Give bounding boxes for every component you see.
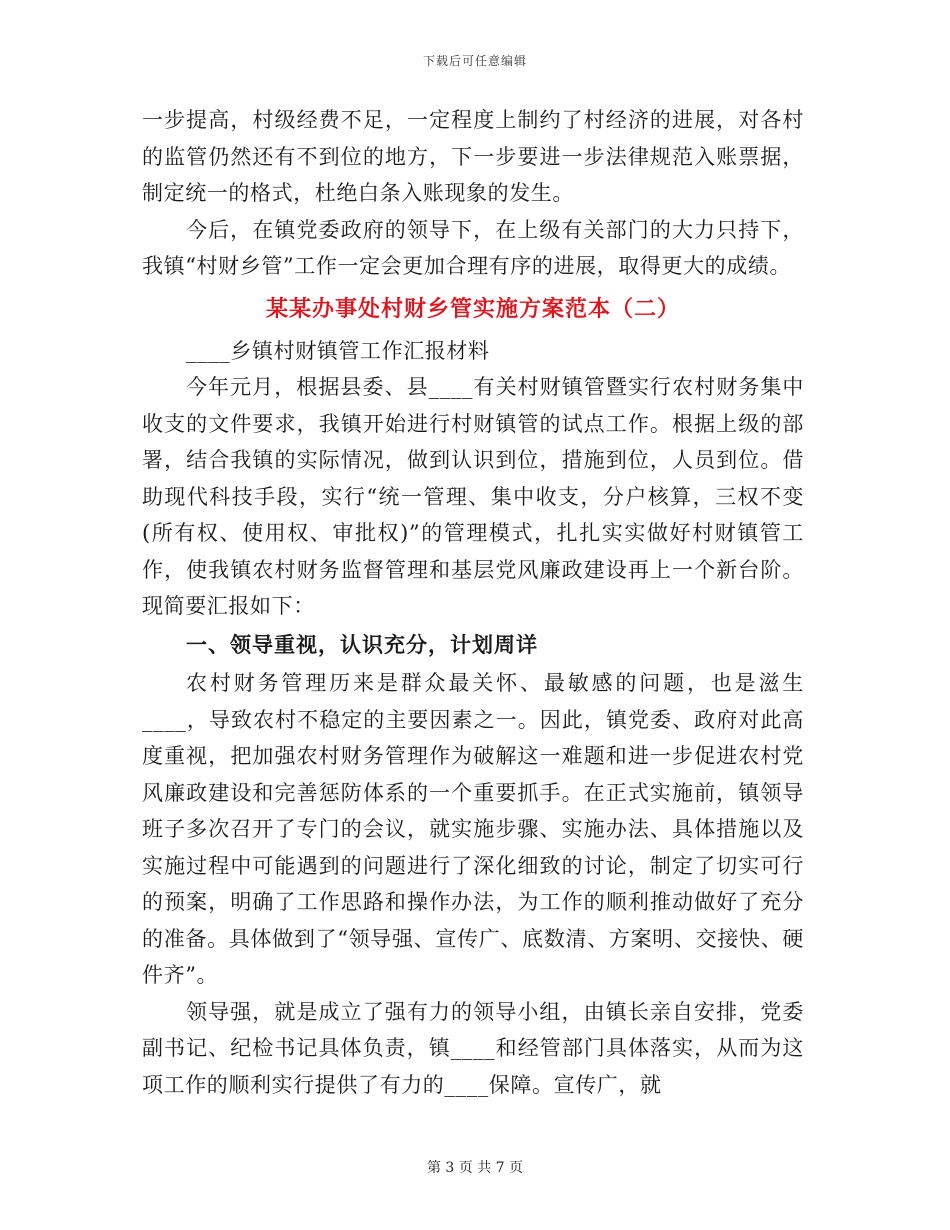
paragraph-intro: 今年元月，根据县委、县____有关村财镇管暨实行农村财务集中收支的文件要求，我镇开始进行村财镇管的试点工作。根据上级的部署，结合我镇的实际情况，做到认识到位，措施到位，人员到位。借助现代科技手段，实行“统一管理、集中收支，分户核算，三权不变(所有权、使用权、审批权)”的管理模式，扎扎实实做好村财镇管工作，使我镇农村财务监督管理和基层党风廉政建设再上一个新台阶。现简要汇报如下： [142, 375, 804, 618]
report-subtitle: ____乡镇村财镇管工作汇报材料 [186, 338, 490, 363]
paragraph-outlook: 今后，在镇党委政府的领导下，在上级有关部门的大力只持下，我镇“村财乡管”工作一定会更加合理有序的进展，取得更大的成绩。 [142, 217, 804, 278]
section-title: 某某办事处村财乡管实施方案范本（二） [265, 295, 680, 322]
paragraph-continuation: 一步提高，村级经费不足，一定程度上制约了村经济的进展，对各村的监管仍然还有不到位的地方，下一步要进一步法律规范入账票据，制定统一的格式，杜绝白条入账现象的发生。 [142, 108, 804, 205]
page-header-note: 下载后可任意编辑 [422, 54, 527, 68]
paragraph-strong-leadership: 领导强，就是成立了强有力的领导小组，由镇长亲自安排，党委副书记、纪检书记具体负责，镇____和经管部门具体落实，从而为这项工作的顺利实行提供了有力的____保障。宣传广，就 [142, 999, 804, 1097]
document-body [142, 102, 804, 1103]
paragraph-leadership: 农村财务管理历来是群众最关怀、最敏感的问题，也是滋生____，导致农村不稳定的主要因素之一。因此，镇党委、政府对此高度重视，把加强农村财务管理作为破解这一难题和进一步促进农村党风廉政建设和完善惩防体系的一个重要抓手。在正式实施前，镇领导班子多次召开了专门的会议，就实施步骤、实施办法、具体措施以及实施过程中可能遇到的问题进行了深化细致的讨论，制定了切实可行的预案，明确了工作思路和操作办法，为工作的顺利推动做好了充分的准备。具体做到了“领导强、宣传广、底数清、方案明、交接快、硬件齐”。 [142, 671, 804, 987]
section-heading-1: 一、领导重视，认识充分，计划周详 [186, 631, 538, 657]
page-number-footer: 第 3 页 共 7 页 [426, 1160, 524, 1176]
